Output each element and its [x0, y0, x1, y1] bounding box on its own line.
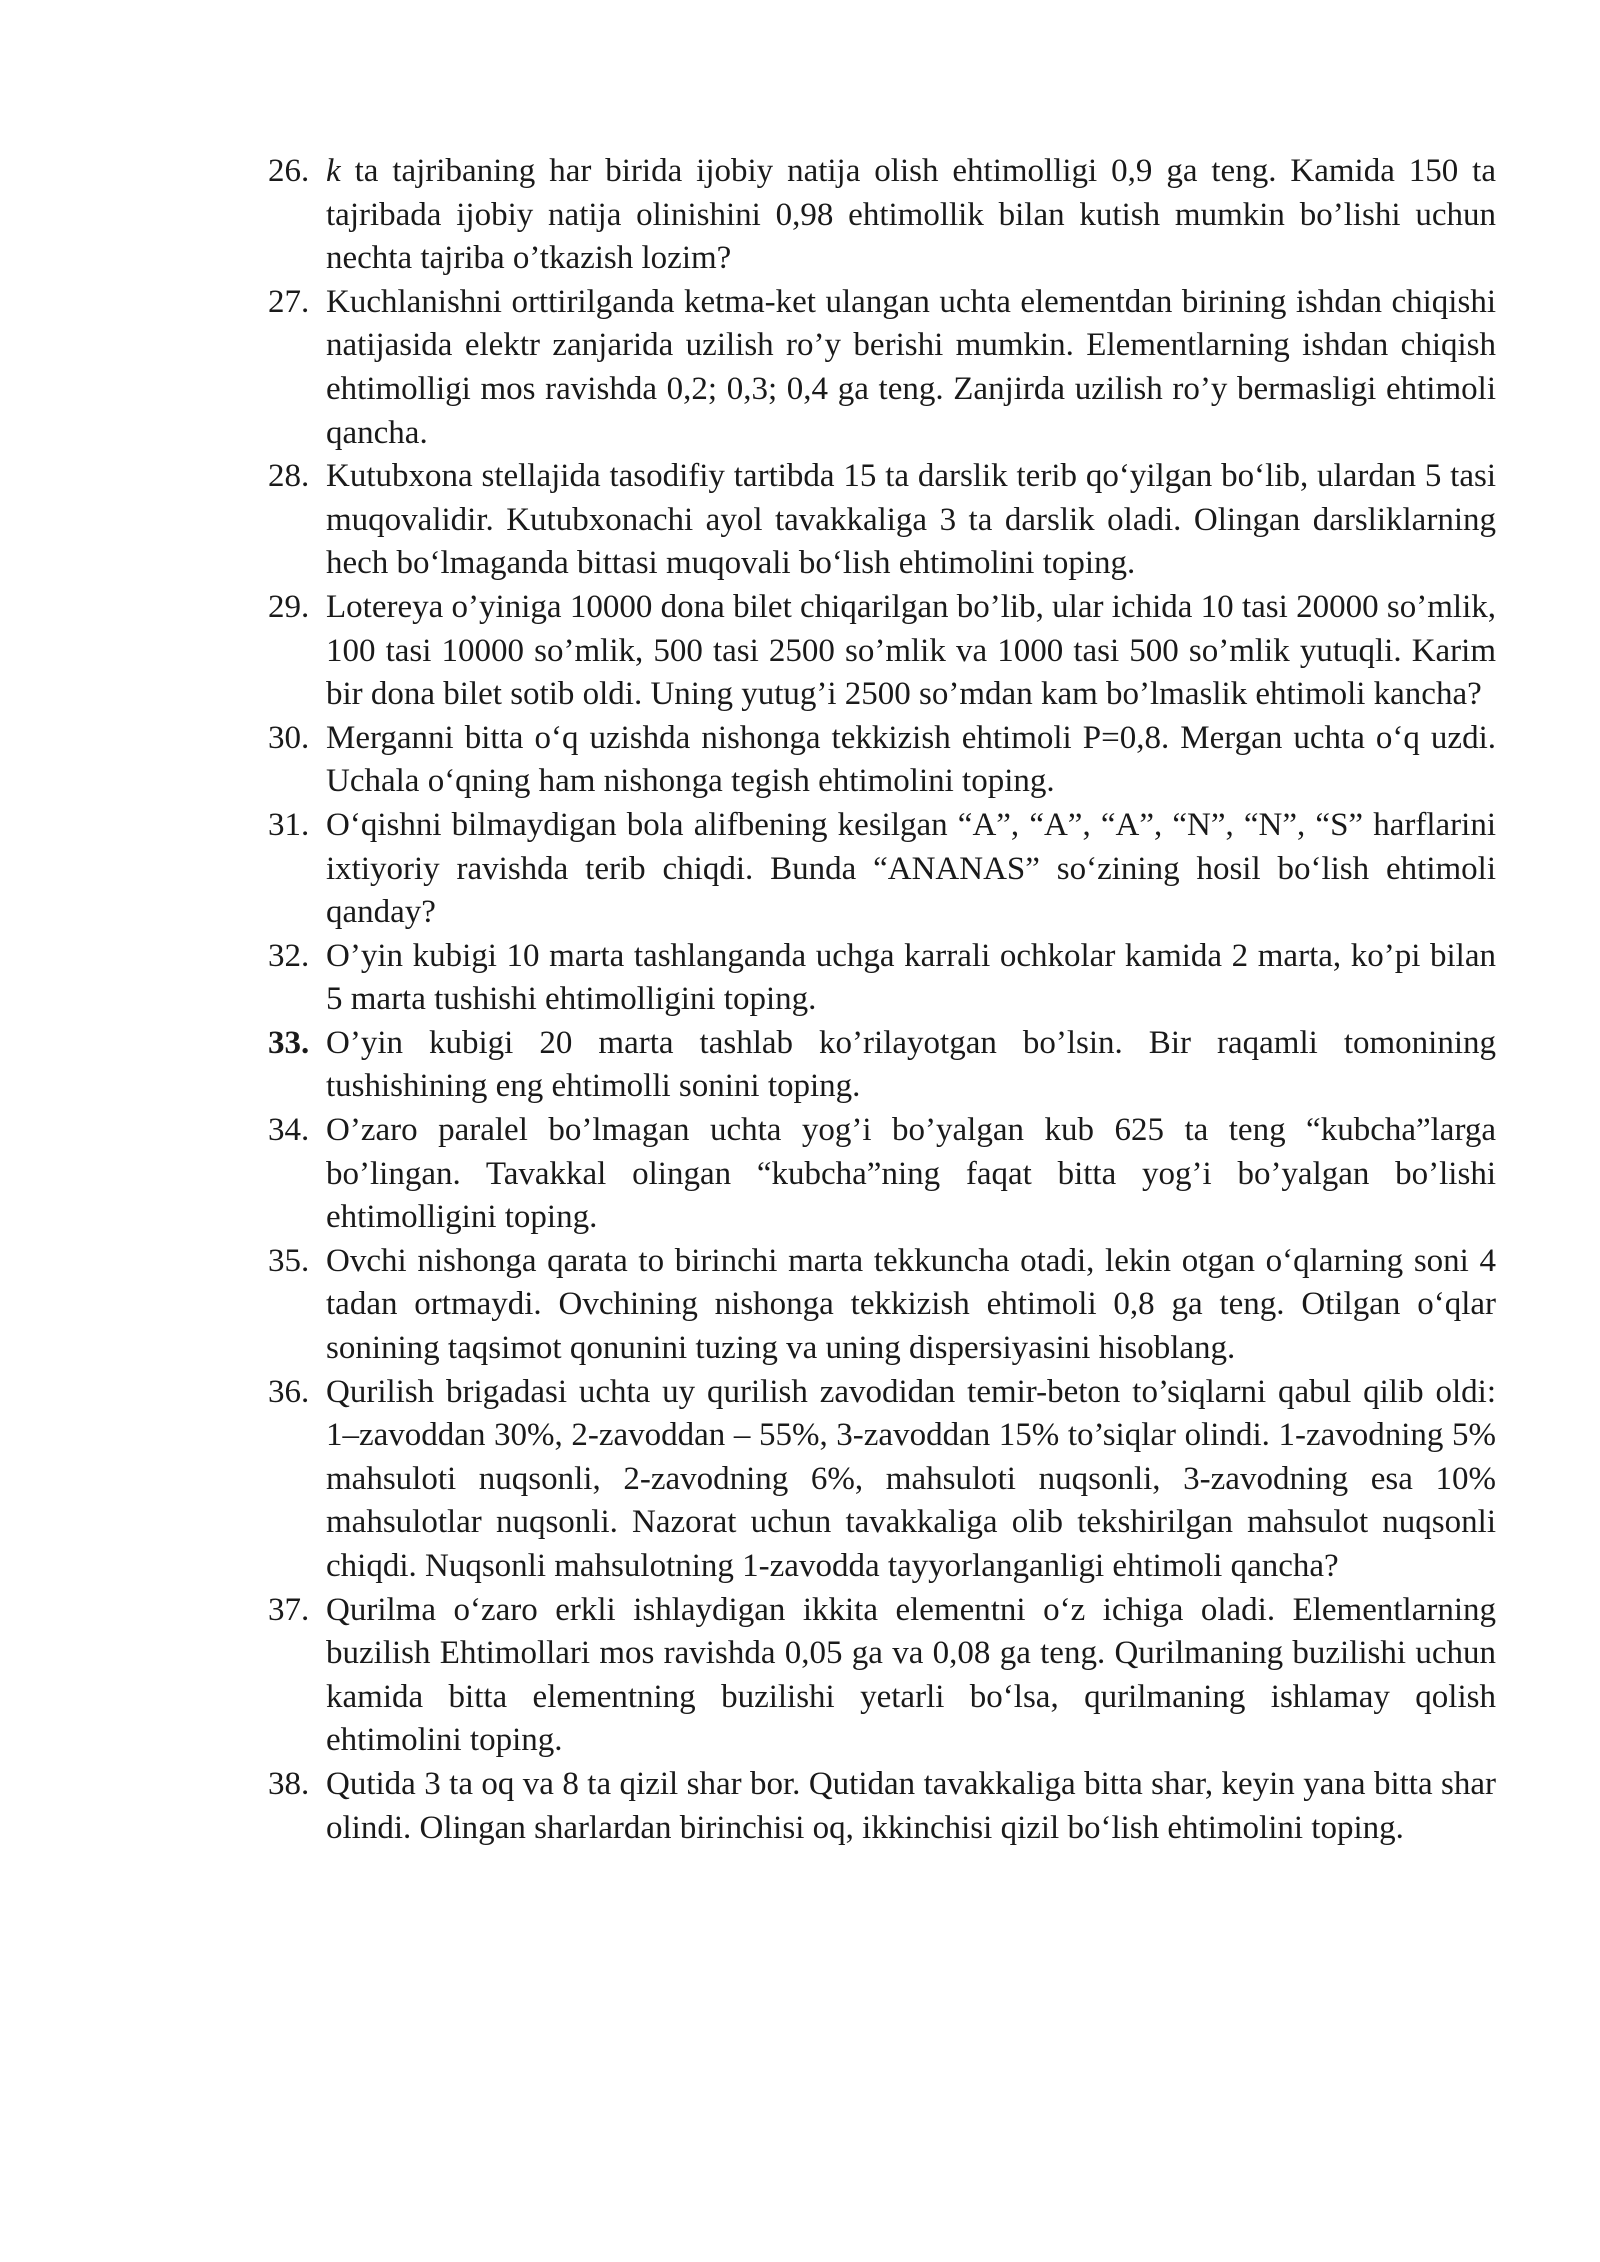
problem-item [268, 1240, 1496, 1371]
problem-text [326, 150, 1496, 281]
problem-text [326, 281, 1496, 455]
problem-number: 36. [268, 1373, 310, 1410]
problem-item [268, 1022, 1496, 1109]
problem-number: 38. [268, 1765, 310, 1802]
problem-item [268, 1763, 1496, 1850]
problem-item [268, 281, 1496, 455]
problem-text [326, 804, 1496, 935]
problem-list [268, 150, 1496, 1850]
problem-body: O’yin kubigi 10 marta tashlanganda uchga karrali ochkolar kamida 2 marta, ko’pi bilan 5 marta tushishi ehtimolligini toping. [326, 937, 1496, 1018]
problem-body: O‘qishni bilmaydigan bola alifbening kesilgan “A”, “A”, “A”, “N”, “N”, “S” harflarini ixtiyoriy ravishda terib chiqdi. Bunda “ANANAS” so‘zining hosil bo‘lish ehtimoli qanday? [326, 806, 1496, 931]
problem-number: 37. [268, 1591, 310, 1628]
problem-number: 27. [268, 283, 310, 320]
problem-text [326, 935, 1496, 1022]
problem-text [326, 586, 1496, 717]
problem-number: 30. [268, 719, 310, 756]
problem-body: O’yin kubigi 20 marta tashlab ko’rilayotgan bo’lsin. Bir raqamli tomonining tushishining eng ehtimolli sonini toping. [326, 1024, 1496, 1105]
problem-text [326, 1763, 1496, 1850]
problem-item [268, 455, 1496, 586]
problem-text [326, 1240, 1496, 1371]
problem-body: Merganni bitta o‘q uzishda nishonga tekkizish ehtimoli P=0,8. Mergan uchta o‘q uzdi. Uchala o‘qning ham nishonga tegish ehtimolini toping. [326, 719, 1496, 800]
problem-body: Qurilish brigadasi uchta uy qurilish zavodidan temir-beton to’siqlarni qabul qilib oldi: 1–zavoddan 30%, 2-zavoddan – 55%, 3-zavoddan 15% to’siqlar olindi. 1-zavodning 5% mahsuloti nuqsonli, 2-zavodning 6%, mahsuloti nuqsonli, 3-zavodning esa 10% mahsulotlar nuqsonli. Nazorat uchun tavakkaliga olib tekshirilgan mahsulot nuqsonli chiqdi. Nuqsonli mahsulotning 1-zavodda tayyorlanganligi ehtimoli qancha? [326, 1373, 1496, 1584]
problem-text [326, 717, 1496, 804]
problem-body: Ovchi nishonga qarata to birinchi marta tekkuncha otadi, lekin otgan o‘qlarning soni 4 tadan ortmaydi. Ovchining nishonga tekkizish ehtimoli 0,8 ga teng. Otilgan o‘qlar sonining taqsimot qonunini tuzing va uning dispersiyasini hisoblang. [326, 1242, 1496, 1367]
problem-item [268, 935, 1496, 1022]
problem-number: 35. [268, 1242, 310, 1279]
problem-number: 29. [268, 588, 310, 625]
problem-number: 28. [268, 458, 310, 495]
problem-body: O’zaro paralel bo’lmagan uchta yog’i bo’yalgan kub 625 ta teng “kubcha”larga bo’lingan. Tavakkal olingan “kubcha”ning faqat bitta yog’i bo’yalgan bo’lishi ehtimolligini toping. [326, 1112, 1496, 1236]
problem-number: 31. [268, 806, 310, 843]
problem-body: Kuchlanishni orttirilganda ketma-ket ulangan uchta elementdan birining ishdan chiqishi natijasida elektr zanjarida uzilish ro’y berishi mumkin. Elementlarning ishdan chiqish ehtimolligi mos ravishda 0,2; 0,3; 0,4 ga teng. Zanjirda uzilish ro’y bermasligi ehtimoli qancha. [326, 283, 1496, 451]
problem-body: ta tajribaning har birida ijobiy natija olish ehtimolligi 0,9 ga teng. Kamida 150 ta tajribada ijobiy natija olinishini 0,98 ehtimollik bilan kutish mumkin bo’lishi uchun nechta tajriba o’tkazish lozim? [326, 153, 1496, 277]
problem-text [326, 1109, 1496, 1240]
problem-item [268, 1109, 1496, 1240]
problem-body: Lotereya o’yiniga 10000 dona bilet chiqarilgan bo’lib, ular ichida 10 tasi 20000 so’mlik, 100 tasi 10000 so’mlik, 500 tasi 2500 so’mlik va 1000 tasi 500 so’mlik yutuqli. Karim bir dona bilet sotib oldi. Uning yutug’i 2500 so’mdan kam bo’lmaslik ehtimoli kancha? [326, 588, 1496, 713]
problem-number: 34. [268, 1112, 310, 1149]
problem-number: 32. [268, 937, 310, 974]
problem-item [268, 1371, 1496, 1589]
problem-item [268, 717, 1496, 804]
problem-item [268, 586, 1496, 717]
problem-text [326, 455, 1496, 586]
problem-item [268, 804, 1496, 935]
problem-body: Qurilma o‘zaro erkli ishlaydigan ikkita elementni o‘z ichiga oladi. Elementlarning buzilish Ehtimollari mos ravishda 0,05 ga va 0,08 ga teng. Qurilmaning buzilishi uchun kamida bitta elementning buzilishi yetarli bo‘lsa, qurilmaning ishlamay qolish ehtimolini toping. [326, 1591, 1496, 1759]
problem-number: 33. [268, 1024, 310, 1061]
problem-item [268, 150, 1496, 281]
problem-variable: k [326, 153, 341, 189]
problem-text [326, 1371, 1496, 1589]
problem-number: 26. [268, 153, 310, 189]
problem-item [268, 1589, 1496, 1763]
problem-body: Qutida 3 ta oq va 8 ta qizil shar bor. Qutidan tavakkaliga bitta shar, keyin yana bitta shar olindi. Olingan sharlardan birinchisi oq, ikkinchisi qizil bo‘lish ehtimolini toping. [326, 1765, 1496, 1846]
problem-text [326, 1589, 1496, 1763]
problem-text [326, 1022, 1496, 1109]
problem-body: Kutubxona stellajida tasodifiy tartibda 15 ta darslik terib qo‘yilgan bo‘lib, ulardan 5 tasi muqovalidir. Kutubxonachi ayol tavakkaliga 3 ta darslik oladi. Olingan darsliklarning hech bo‘lmaganda bittasi muqovali bo‘lish ehtimolini toping. [326, 458, 1496, 582]
